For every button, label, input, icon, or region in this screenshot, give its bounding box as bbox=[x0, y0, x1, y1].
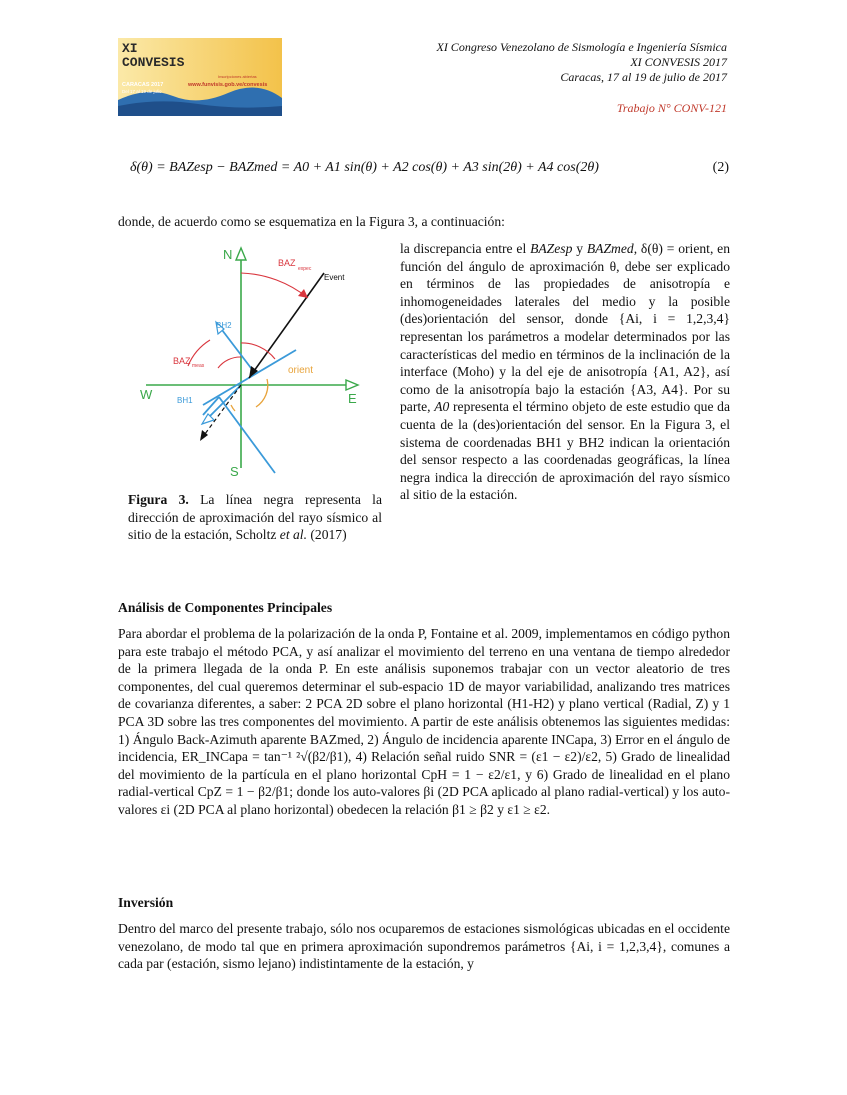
label-orient: orient bbox=[288, 365, 314, 376]
event-ray bbox=[249, 273, 324, 378]
convesis-logo bbox=[118, 38, 282, 116]
logo-url: www.funvisis.gob.ve/convesis bbox=[188, 82, 268, 88]
equation-number: (2) bbox=[712, 160, 729, 175]
conference-header bbox=[436, 40, 727, 116]
figure-3-diagram bbox=[118, 240, 388, 485]
baz-expec-arc bbox=[241, 273, 308, 298]
logo-place: CARACAS 2017 bbox=[122, 82, 164, 88]
section-body-inversion: Dentro del marco del presente trabajo, sólo nos ocuparemos de estaciones sismológicas ubicadas en el occidente venezolano, de modo tal que en primera aproximación supondremos parámetros {Ai, i = 1,2,3,4}, comunes a cada par (estación, sismo lejano) indistintamente de la estación, y bbox=[118, 921, 730, 972]
label-east: E bbox=[348, 391, 357, 406]
intro-paragraph: donde, de acuerdo como se esquematiza en la Figura 3, a continuación: bbox=[118, 214, 505, 229]
a0-term: A0 bbox=[434, 399, 450, 415]
label-baz-meas-sub: meas bbox=[192, 363, 205, 369]
label-bh1: BH1 bbox=[177, 396, 193, 405]
section-body-pca: Para abordar el problema de la polarización de la onda P, Fontaine et al. 2009, implementamos en código python para este trabajo el método PCA, y así analizar el movimiento del terreno en una ventana de tiempo alrededor de la primera llegada de la onda P. En este análisis suponemos trabajar con un vector aleatorio de tres componentes, del cual queremos determinar el sub-espacio 1D de mayor variabilidad, analizando tres matrices de covarianza diferentes, a saber: 2 PCA 2D sobre el plano horizontal (H1-H2) y plano vertical (Radial, Z) y 1 PCA 3D sobre las tres componentes del movimiento. A partir de este análisis obtenemos las siguientes medidas: 1) Ángulo Back-Azimuth aparente BAZmed, 2) Ángulo de incidencia aparente INCapa, 3) Error en el ángulo de incidencia, ER_INCapa = tan⁻¹ ²√(β2/β1), 4) Relación señal ruido SNR = (ε1 − ε2)/ε2, 5) Grado de linealidad del movimiento de la partícula en el plano horizontal CpH = 1 − ε2/ε1, y 6) Grado de linealidad en el plano radial-vertical CpZ = 1 − β2/β1; donde los auto-valores βi (2D PCA aplicado al plano radial-vertical) y los auto-valores εi (2D PCA al plano horizontal) obedecen la relación β1 ≥ β2 y ε1 ≥ ε2. bbox=[118, 626, 730, 817]
paper-id: Trabajo N° CONV-121 bbox=[616, 101, 727, 115]
caption-label: Figura 3. bbox=[128, 492, 189, 507]
north-arrow-icon bbox=[236, 248, 246, 260]
conference-date: Caracas, 17 al 19 de julio de 2017 bbox=[560, 70, 727, 84]
bh1-arrow-icon bbox=[202, 414, 214, 424]
label-baz-expec: BAZ bbox=[278, 258, 296, 268]
conference-edition: XI CONVESIS 2017 bbox=[630, 55, 727, 69]
baz-med-term: BAZmed bbox=[586, 241, 634, 256]
back-ray bbox=[202, 385, 241, 438]
orient-arc bbox=[256, 379, 268, 407]
label-west: W bbox=[140, 387, 153, 402]
logo-title-1: XI bbox=[122, 41, 138, 56]
label-bh2: BH2 bbox=[216, 321, 232, 330]
caption-author: Scholtz bbox=[235, 527, 277, 543]
label-south: S bbox=[230, 464, 239, 479]
bh2-axis bbox=[219, 326, 254, 372]
caption-etal: et al. bbox=[279, 527, 307, 543]
logo-title-2: CONVESIS bbox=[122, 55, 185, 70]
label-event: Event bbox=[324, 273, 345, 282]
logo-dates: Del 17 al 19 de julio bbox=[122, 89, 162, 94]
east-arrow-icon bbox=[346, 380, 358, 390]
conference-name: XI Congreso Venezolano de Sismología e Ingeniería Sísmica bbox=[436, 40, 727, 54]
bh-secondary-axis bbox=[219, 397, 275, 473]
section-heading-pca: Análisis de Componentes Principales bbox=[118, 600, 333, 615]
label-north: N bbox=[223, 247, 233, 262]
label-baz-meas: BAZ bbox=[173, 356, 191, 366]
figure-3-caption bbox=[128, 491, 382, 544]
label-baz-expec-sub: expec bbox=[298, 266, 312, 272]
caption-year: (2017) bbox=[310, 527, 347, 543]
section-heading-inversion: Inversión bbox=[118, 895, 174, 910]
bh1-axis bbox=[208, 385, 241, 418]
equation-2: δ(θ) = BAZesp − BAZmed = A0 + A1 sin(θ) + A2 cos(θ) + A3 sin(2θ) + A4 cos(2θ) bbox=[130, 160, 599, 175]
caption-text: La línea negra representa la dirección de aproximación del rayo sísmico al sitio de la estación, bbox=[128, 492, 382, 543]
baz-meas-arc bbox=[241, 343, 275, 359]
baz-esp-term: BAZesp bbox=[530, 241, 573, 256]
logo-note: Inscripciones abiertas bbox=[218, 74, 257, 79]
right-column-paragraph: la discrepancia entre el BAZesp y BAZmed, δ(θ) = orient, en función del ángulo de aproximación θ, debe ser explicado en términos de las propiedades de anisotropía e inhomogeneidades laterales del medio y la posible (des)orientación del sensor, donde {Ai, i = 1,2,3,4} representan los parámetros a modelar determinados por las características del medio en términos de la inclinación de la interface (Moho) y la del eje de anisotropía {A1, A2}, así como de la anisotropía bajo la estación {A3, A4}. Por su parte, A0 representa el término objeto de este estudio que da cuenta de la (des)orientación del sensor. En la Figura 3, el sistema de coordenadas BH1 y BH2 indican la orientación del sensor respecto a las coordenadas geográficas, la línea negra indica la dirección de aproximación del rayo sísmico al sitio de la estación. bbox=[400, 241, 731, 503]
